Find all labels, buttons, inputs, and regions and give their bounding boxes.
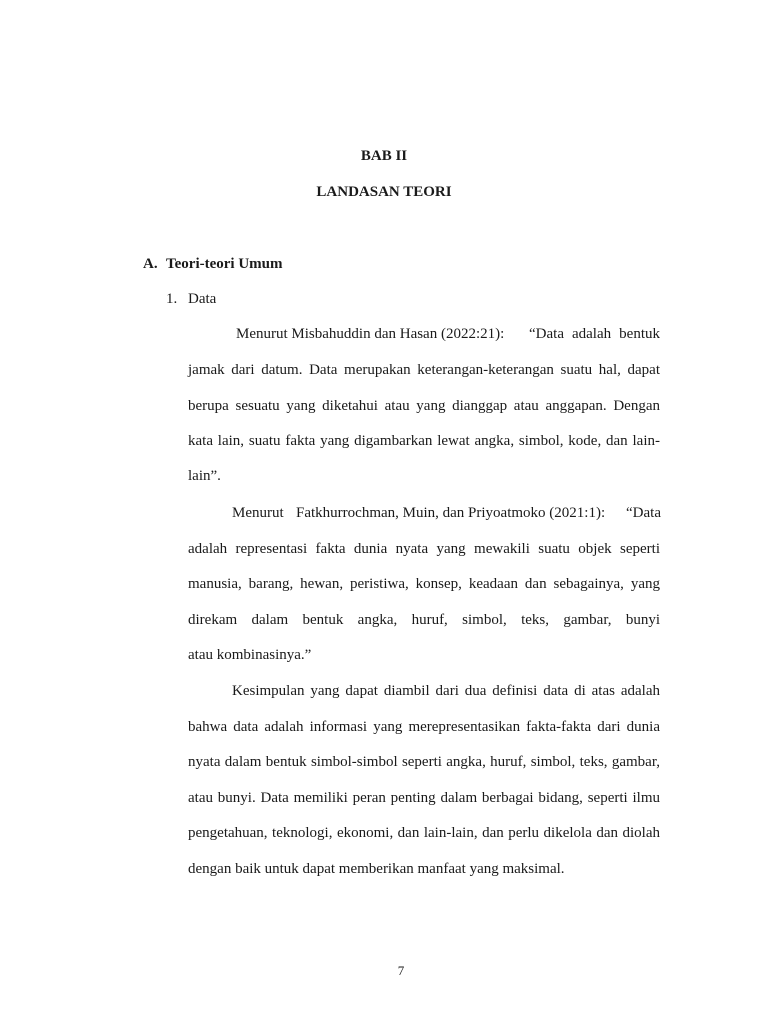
section-marker: A. — [143, 256, 158, 272]
paragraph-1-line-2: jamak dari datum. Data merupakan keterangan-keterangan suatu hal, dapat — [188, 362, 660, 378]
paragraph-3-line-4: atau bunyi. Data memiliki peran penting dalam berbagai bidang, seperti ilmu — [188, 790, 660, 806]
paragraph-3-line-6: dengan baik untuk dapat memberikan manfaat yang maksimal. — [188, 861, 565, 877]
paragraph-2-line-2: adalah representasi fakta dunia nyata yang mewakili suatu objek seperti — [188, 541, 660, 557]
paragraph-3-line-2: bahwa data adalah informasi yang merepresentasikan fakta-fakta dari dunia — [188, 719, 660, 735]
paragraph-2-line-3: manusia, barang, hewan, peristiwa, konsep, keadaan dan sebagainya, yang — [188, 576, 660, 592]
chapter-title: LANDASAN TEORI — [316, 184, 452, 200]
paragraph-2-line-1c: “Data — [626, 505, 661, 521]
paragraph-1-line-5: lain”. — [188, 468, 221, 484]
page-number: 7 — [397, 963, 405, 978]
paragraph-1-line-1a: Menurut Misbahuddin dan Hasan (2022:21): — [236, 326, 505, 342]
paragraph-3-line-5: pengetahuan, teknologi, ekonomi, dan lain-lain, dan perlu dikelola dan diolah — [188, 825, 660, 841]
paragraph-1-line-1b: “Data adalah bentuk — [529, 326, 660, 342]
paragraph-2-line-5: atau kombinasinya.” — [188, 647, 312, 663]
section-title: Teori-teori Umum — [166, 256, 283, 272]
paragraph-2-line-1a: Menurut — [232, 505, 284, 521]
paragraph-1-line-4: kata lain, suatu fakta yang digambarkan lewat angka, simbol, kode, dan lain- — [188, 433, 660, 449]
subsection-title: Data — [188, 291, 217, 307]
subsection-marker: 1. — [166, 291, 178, 307]
paragraph-1-line-3: berupa sesuatu yang diketahui atau yang dianggap atau anggapan. Dengan — [188, 398, 660, 414]
paragraph-3-line-3: nyata dalam bentuk simbol-simbol seperti angka, huruf, simbol, teks, gambar, — [188, 754, 660, 770]
paragraph-3-line-1: Kesimpulan yang dapat diambil dari dua definisi data di atas adalah — [232, 683, 660, 699]
chapter-heading: BAB II — [360, 148, 408, 164]
paragraph-2-line-1b: Fatkhurrochman, Muin, dan Priyoatmoko (2021:1): — [296, 505, 606, 521]
paragraph-2-line-4: direkam dalam bentuk angka, huruf, simbol, teks, gambar, bunyi — [188, 612, 660, 628]
